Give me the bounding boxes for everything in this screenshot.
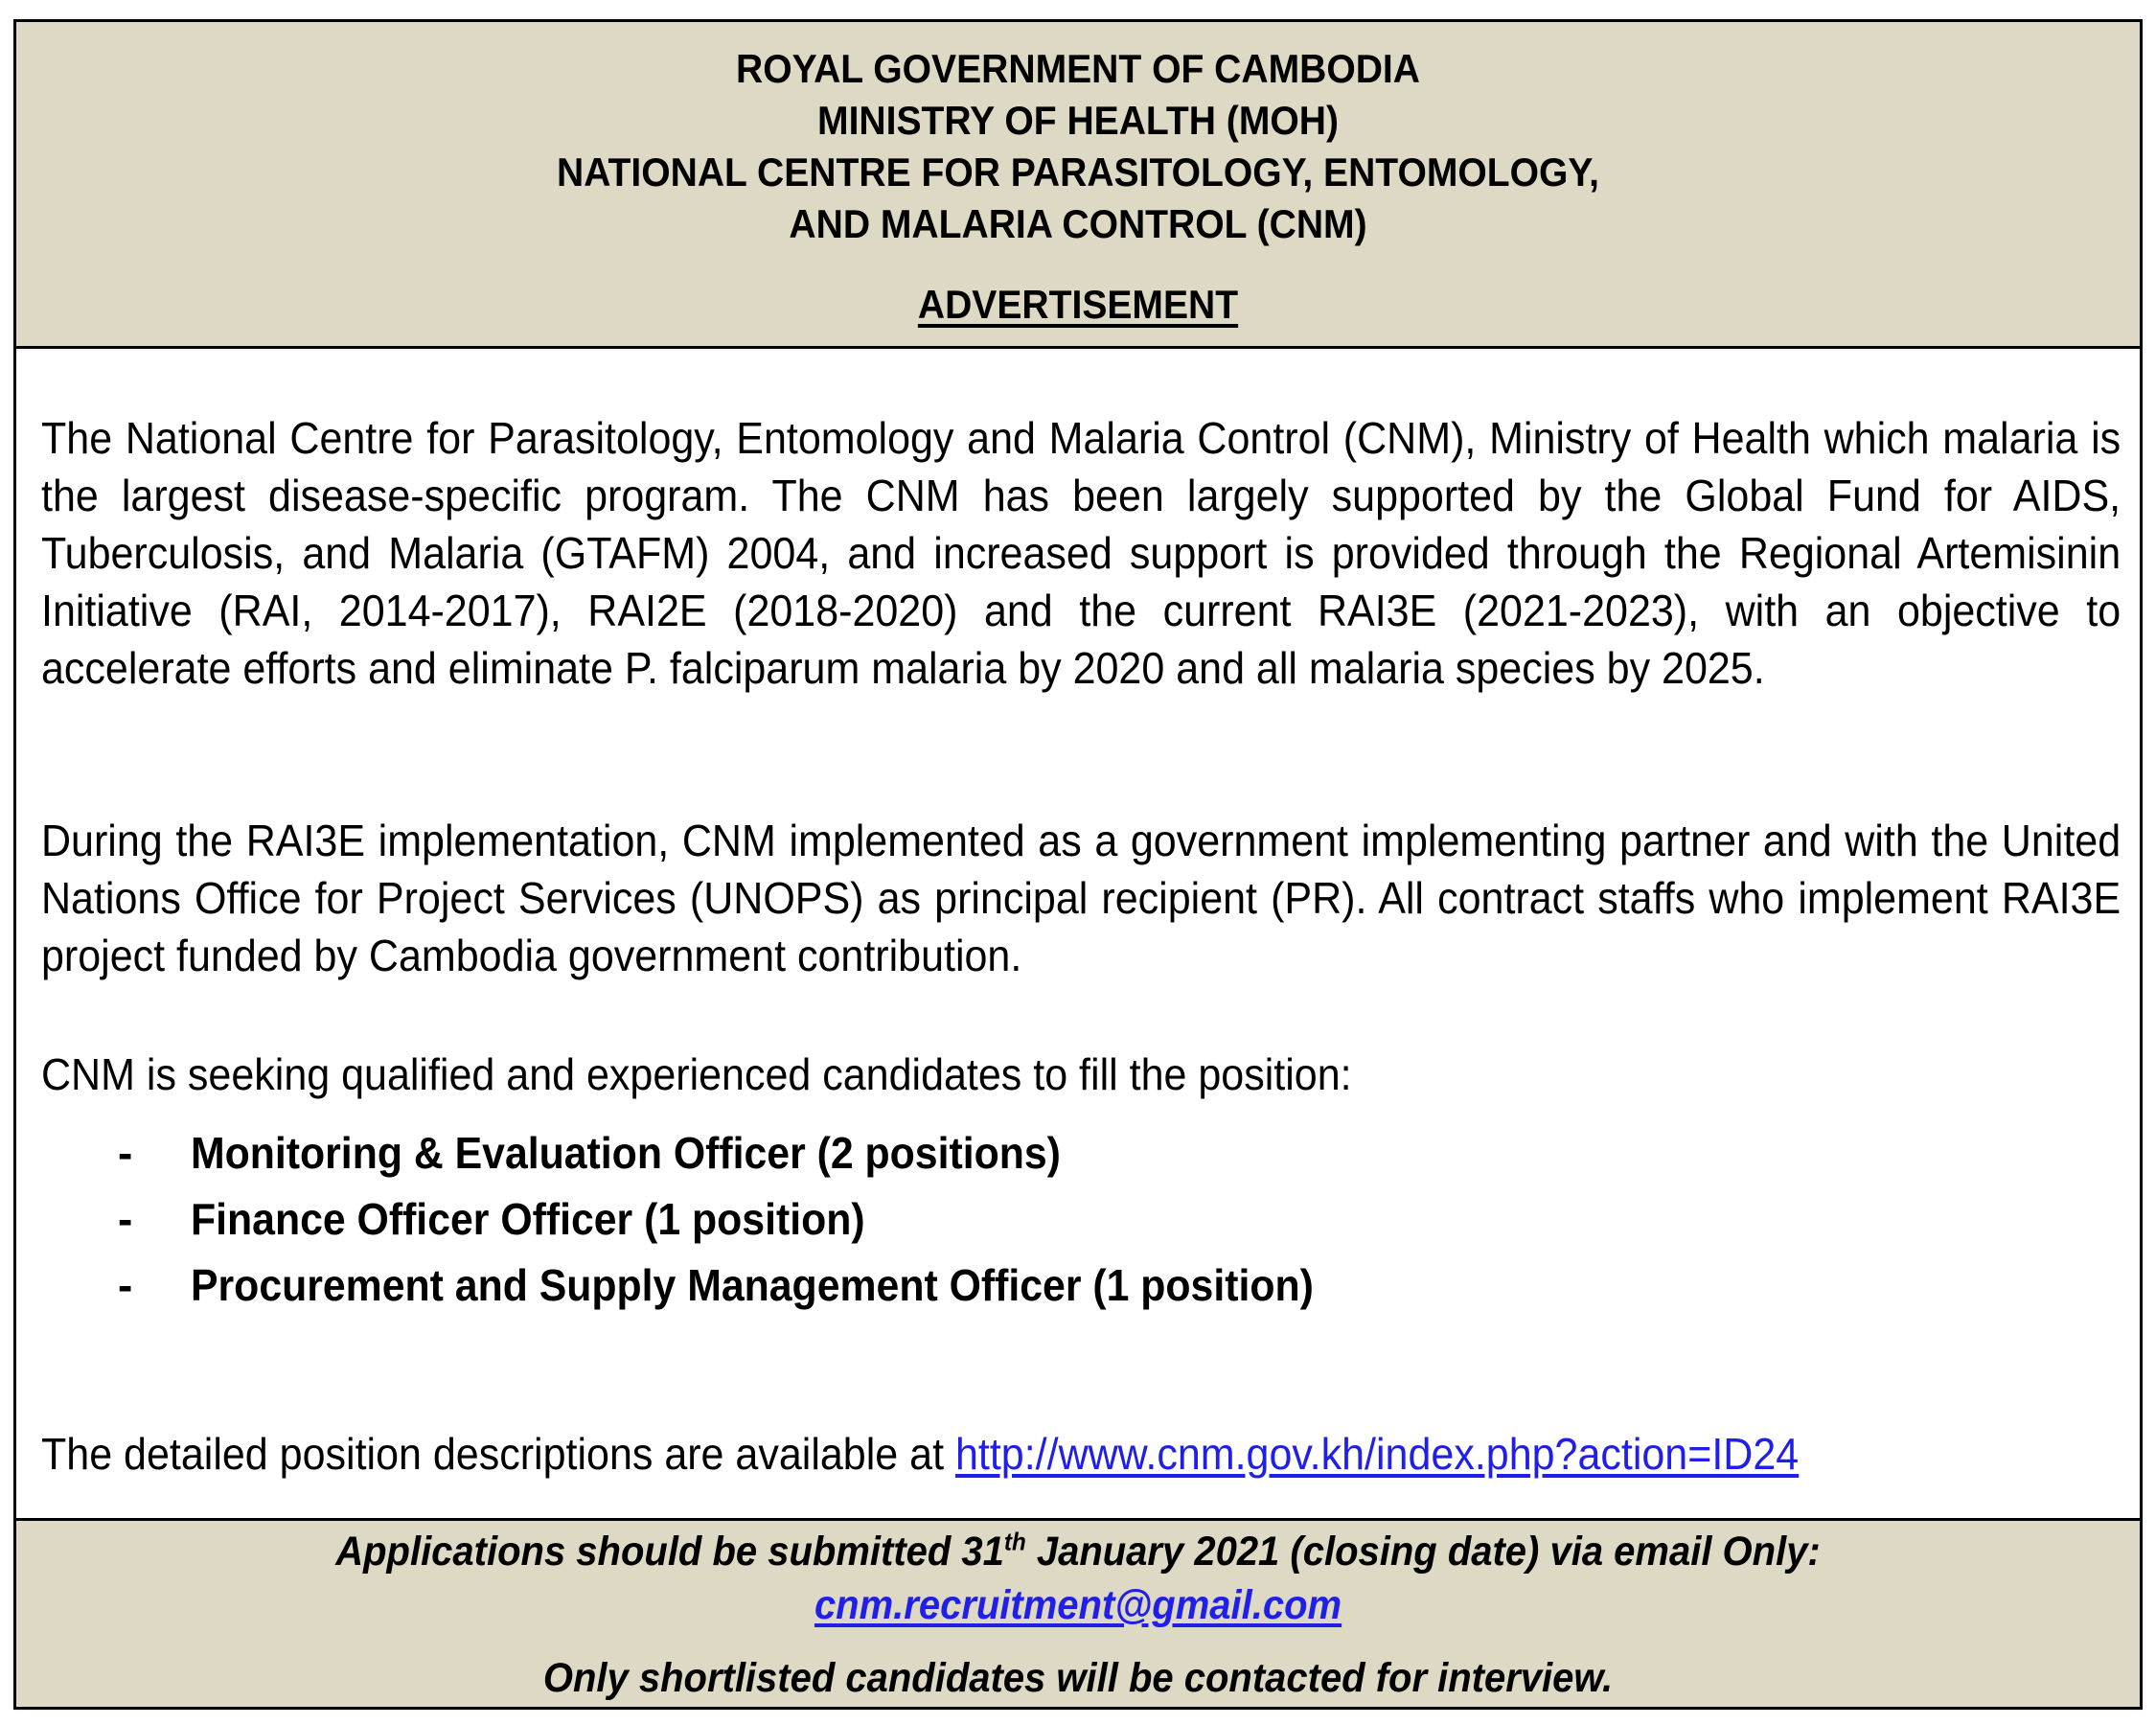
header-government: ROYAL GOVERNMENT OF CAMBODIA [736, 46, 1420, 91]
footer-panel [16, 1518, 2140, 1707]
email-link[interactable]: cnm.recruitment@gmail.com [814, 1582, 1342, 1628]
header-centre-line1: NATIONAL CENTRE FOR PARASITOLOGY, ENTOMOLOGY, [557, 150, 1599, 195]
bullet-dash: - [118, 1194, 133, 1244]
bullet-dash: - [118, 1260, 133, 1310]
deadline-text-start: Applications should be submitted 31 [335, 1529, 1004, 1575]
bullet-dash: - [118, 1128, 133, 1178]
shortlist-note: Only shortlisted candidates will be contacted for interview. [542, 1655, 1614, 1701]
intro-paragraph: The National Centre for Parasitology, Entomology and Malaria Control (CNM), Ministry of Health which malaria is the largest disease-specific program. The CNM has been largely supported by the Global Fund for AIDS, Tuberculosis, and Malaria (GTAFM) 2004, and increased support is provided through the Regional Artemisinin Initiative (RAI, 2014-2017), RAI2E (2018-2020) and the current RAI3E (2021-2023), with an objective to accelerate efforts and eliminate P. falciparum malaria by 2020 and all malaria species by 2025. [41, 413, 2122, 693]
deadline-ordinal-suffix: th [1003, 1527, 1026, 1556]
header-panel [16, 22, 2140, 349]
seeking-paragraph: CNM is seeking qualified and experienced candidates to fill the position: [41, 1049, 1352, 1099]
position-item [16, 1121, 2124, 1184]
position-item [16, 1254, 2124, 1317]
position-title: Procurement and Supply Management Officer (1 position) [191, 1260, 1314, 1310]
email-line [91, 1578, 2066, 1632]
header-centre-line2: AND MALARIA CONTROL (CNM) [789, 201, 1367, 246]
details-prefix: The detailed position descriptions are available at [41, 1429, 955, 1479]
page-title: ADVERTISEMENT [917, 282, 1239, 327]
position-title: Monitoring & Evaluation Officer (2 positions) [191, 1128, 1061, 1178]
position-item [16, 1187, 2124, 1251]
details-link[interactable]: http://www.cnm.gov.kh/index.php?action=ID24 [954, 1429, 1800, 1479]
details-line [41, 1422, 1799, 1485]
deadline-text-end: January 2021 (closing date) via email Only: [1025, 1529, 1821, 1575]
position-title: Finance Officer Officer (1 position) [191, 1194, 865, 1244]
implementation-paragraph: During the RAI3E implementation, CNM implemented as a government implementing partner and with the United Nations Office for Project Services (UNOPS) as principal recipient (PR). All contract staffs who implement RAI3E project funded by Cambodia government contribution. [41, 816, 2122, 980]
header-ministry: MINISTRY OF HEALTH (MOH) [817, 98, 1339, 143]
advertisement-box [13, 19, 2143, 1710]
application-deadline [91, 1525, 2066, 1578]
